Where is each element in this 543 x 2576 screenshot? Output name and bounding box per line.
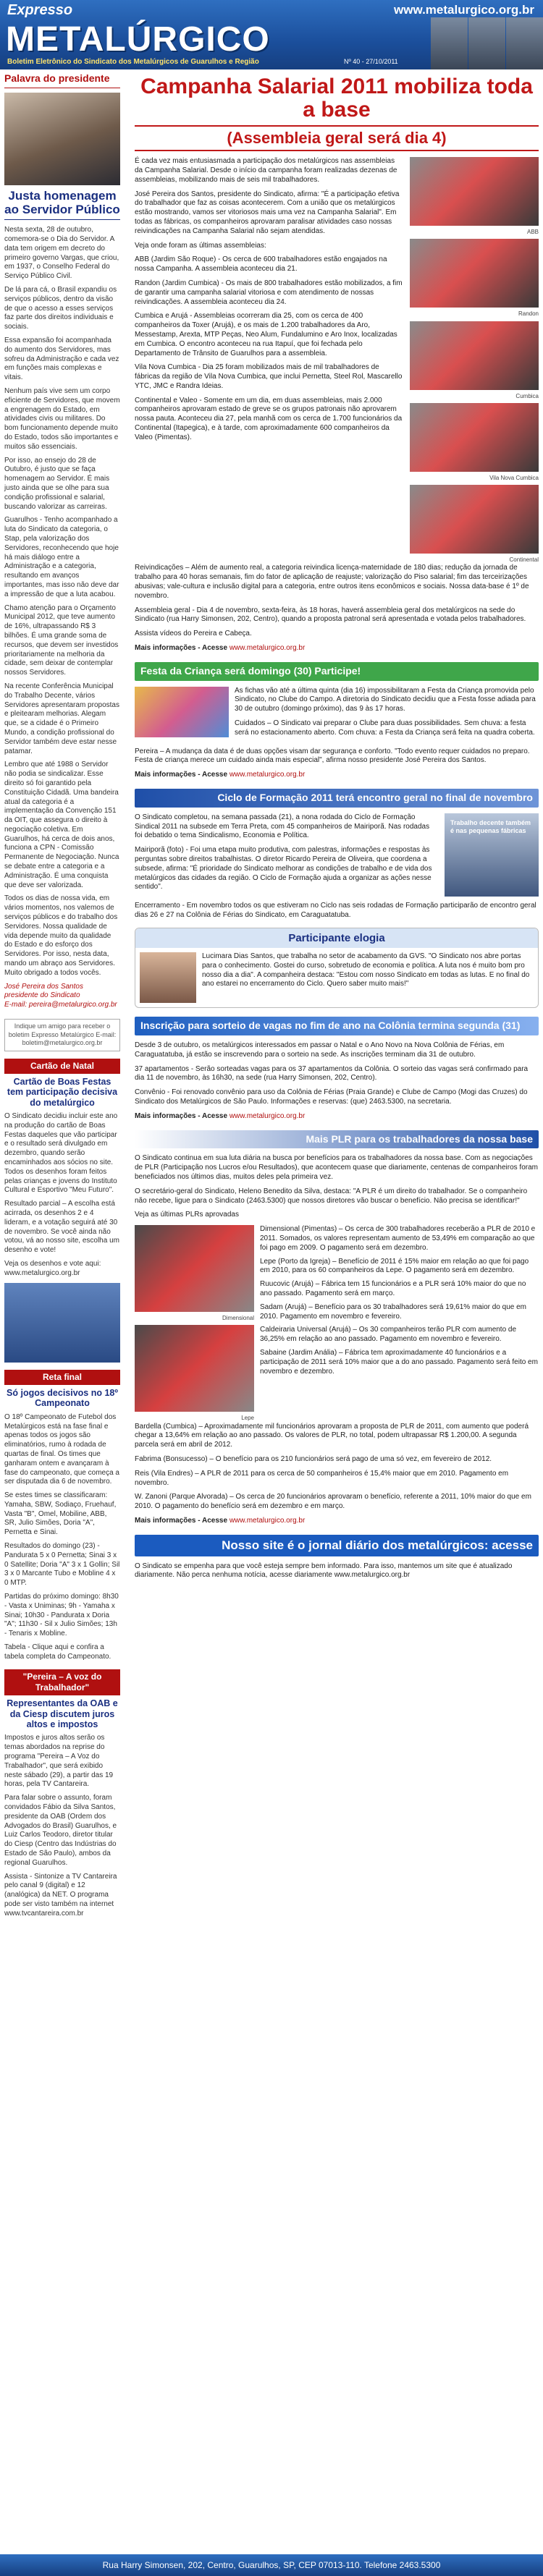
more-link[interactable]: www.metalurgico.org.br [229,1111,306,1120]
insc-p1: Desde 3 de outubro, os metalúrgicos interessados em passar o Natal e o Ano Novo na Nova Colônia de Férias, em Caraguatatuba, já estão se inscrevendo para o sorteio na sede. As inscrições terminam dia 31 de outubro. [135,1041,505,1059]
assista-videos[interactable]: Assista vídeos do Pereira e Cabeça. [135,630,252,638]
reivindicacoes: Reivindicações – Além de aumento real, a categoria reivindica licença-maternidade de 180 dias; redução da jornada de trabalho para 40 horas semanais, fim do fator de aplicação de reajuste; valorização do Piso salarial; fim das terceirizações abusivas; vale-cultura e inclusão digital para a categoria, entre outros itens econômicos e sociais. Nossa data-base é 1º de novembro. [135,564,529,600]
rf-table-link[interactable]: Tabela - Clique aqui e confira a tabela completa do Campeonato. [4,1643,111,1661]
plr-intro: O Sindicato continua em sua luta diária na busca por benefícios para os trabalhadores da nossa base. Com as negociações de PLR (Participação nos Lucros e/ou Resultados), que acontecem quase que diariamente, centenas de companheiros foram beneficiados nos últimos dias, muitos deles pela primeira vez. [135,1154,538,1182]
plr-item: Caldeiraria Universal (Arujá) – Os 30 companheiros terão PLR com aumento de 36,25% em relação ao ano passado. Pagamento em novembro e fevereiro. [260,1326,517,1344]
main-headline: Campanha Salarial 2011 mobiliza toda a base [140,75,533,122]
plr-item: W. Zanoni (Parque Alvorada) – Os cerca de 20 funcionários aprovaram o benefício, referente a 2011, 10% maior do que em 2010. O pagamento do benefício será em dezembro e em março. [135,1493,531,1511]
main-subheadline: (Assembleia geral será dia 4) [135,125,539,151]
caption: Cumbica [515,392,539,399]
paragraph: Na recente Conferência Municipal do Trabalho Decente, vários Servidores apresentaram propostas e pleitearam melhorias. Alegam que, se a cidade é o Primeiro Mundo, a condição profissional do Servidor também deve estar nesse patamar. [4,682,119,755]
paragraph: Nenhum país vive sem um corpo eficiente de Servidores, que movem a engrenagem do Estado, em atividades civis ou militares. Do bom funcionamento depende muito do Estado, todos são importantes e muitos são essenciais. [4,387,120,451]
paragraph: Guarulhos - Tenho acompanhado a luta do Sindicato da categoria, o Stap, pela valorização dos Servidores, reconhecendo que hoje há mais diálogo entre a Administração e a categoria, resultando em avanços importantes, mas isso não deve dar a impressão de que a luta acabou. [4,516,119,598]
paragraph: Nesta sexta, 28 de outubro, comemora-se o Dia do Servidor. A data tem origem em decreto do primeiro governo Vargas, que criou, em 1937, o Conselho Federal do Serviço Público Civil. [4,226,119,281]
indicate-box[interactable]: Indique um amigo para receber o boletim Expresso Metalúrgico E-mail: boletim@metalurgico.org.br [4,1019,120,1051]
participant-box [135,928,539,1008]
caption: Continental [509,556,539,564]
ciclo-banner: Ciclo de Formação 2011 terá encontro geral no final de novembro [135,789,539,808]
plr-item: Lepe (Porto da Igreja) – Benefício de 2011 é 15% maior em relação ao que foi pago em 2010, para os 60 companheiros da Lepe. O pagamento será em dezembro. [260,1257,529,1275]
card-text: O Sindicato decidiu incluir este ano na produção do cartão de Boas Festas daqueles que vão participar e o resultado será divulgado em dezembro, quando serão encaminhados aos sócios no site. Todos os desenhos foram feitos pelas crianças e jovens do Instituto Cultural e Esportivo "Meu Futuro". [4,1112,118,1195]
festa-p2: Cuidados – O Sindicato vai preparar o Clube para duas possibilidades. Sem chuva: a festa será no estacionamento aberto. Com chuva: a Festa da Criança será feita na quadra coberta. [235,719,535,737]
participant-text: Lucimara Dias Santos, que trabalha no setor de acabamento da GVS. "O Sindicato nos abre portas para o conhecimento. Gostei do curso, sobretudo de economia e política. A luta nos é muito bom pro nosso dia a dia". A companheira destaca: "Estou com nosso Sindicato em todas as lutas. E no final do ano estarei no encerramento do Ciclo. Quero saber muito mais!" [202,952,530,988]
expresso-label: Expresso [7,2,73,18]
paragraph: Chamo atenção para o Orçamento Municipal 2012, que teve aumento de 16%, ultrapassando R$ 3 bilhões. É uma grande soma de recursos, que devem ser investidos prioritariamente na melhoria da cidade, sem deixar de contemplar nossos Servidores. [4,603,119,677]
header-subtitle: Boletim Eletrônico do Sindicato dos Metalúrgicos de Guarulhos e Região [7,58,259,66]
assembleia: Assembleia geral - Dia 4 de novembro, sexta-feira, às 18 horas, haverá assembleia geral dos metalúrgicos na sede do Sindicato (rua Harry Simonsen, 202, Centro), quando a proposta patronal será apresentada e votada pelos trabalhadores. [135,606,526,624]
plr-item: Sadam (Arujá) – Benefício para os 30 trabalhadores será 19,61% maior do que em 2010. Pagamento em novembro e fevereiro. [260,1302,526,1321]
signature-email[interactable]: E-mail: pereira@metalurgico.org.br [4,1001,117,1009]
caption: ABB [526,229,539,236]
reta-final-title: Só jogos decisivos no 18º Campeonato [7,1387,118,1409]
ciclo-article [135,813,539,897]
logo: METALÚRGICO [6,20,270,59]
more-link[interactable]: www.metalurgico.org.br [229,1517,306,1525]
plr-photos [135,1225,254,1422]
reta-final-bar: Reta final [4,1370,120,1385]
participant-title: Participante elogia [135,928,538,948]
photo-randon [410,239,539,308]
paragraph: Veja onde foram as últimas assembleias: [135,241,266,250]
issue-number: Nº 40 - 27/10/2011 [344,58,398,65]
paragraph: Randon (Jardim Cumbica) - Os mais de 800 trabalhadores estão mobilizados, a fim de garantir uma campanha salarial vitoriosa e com atendimento de nossas reivindicações. A assembleia aconteceu dia 24. [135,279,403,306]
plr-item: Sabaine (Jardim Anália) – Fábrica tem aproximadamente 40 funcionários e a participação de 2011 será 10% maior que a do ano passado. Pagamento será feito em novembro e dezembro. [260,1348,538,1376]
more-label: Mais informações - Acesse [135,1111,228,1120]
left-column [0,72,125,1923]
rf-results: Resultados do domingo (23) - Pandurata 5 x 0 Pernetta; Sinai 3 x 0 Satellite; Doria "A" 3 x 1 Gollin; Sil 3 x 0 Marcante Tubo e Mobline 4 x 0 MTP. [4,1542,120,1588]
caption: Lepe [241,1415,254,1422]
paragraph: Continental e Valeo - Somente em um dia, em duas assembleias, mais 2.000 companheiros aprovaram estado de greve se os grupos patronais não aprovarem nossa pauta. Aconteceu dia 27, pela manhã com os cerca de 1.700 funcionários da Continental (Itapegica), e à tarde, com aproximadamente 600 companheiros da Valeo (Pimentas). [135,396,403,441]
more-link[interactable]: www.metalurgico.org.br [229,771,306,779]
signature [4,983,120,1010]
participant-photo [140,952,196,1003]
voz-text2: Para falar sobre o assunto, foram convidados Fábio da Silva Santos, presidente da OAB (Ordem dos Advogados do Brasil) Guarulhos, e Luiz Carlos Teodoro, diretor titular do Ciesp (Centro das Indústrias do Estado de São Paulo), ambos da regional Guarulhos. [4,1794,117,1867]
photo-dimensional [135,1225,254,1312]
plr-sec: O secretário-geral do Sindicato, Heleno Benedito da Silva, destaca: "A PLR é um direito do trabalhador. Se o companheiro não recebe, ligue para o Sindicato (2463.5300) que nossos diretores vão buscar o benefício. Não precisa se identificar!" [135,1187,528,1205]
section-title: Palavra do presidente [4,72,120,88]
paragraph: José Pereira dos Santos, presidente do Sindicato, afirma: "É a participação efetiva do trabalhador que faz as coisas acontecerem. Com a união que os metalúrgicos estão mostrando, vamos ser vitoriosos mais uma vez na Campanha Salarial". Em todas as fábricas, os companheiros aprovaram paralisar atividades caso nossas reivindicações na Campanha Salarial não sejam atendidas. [135,190,400,235]
more-info [135,771,539,780]
plr-item: Ruucovic (Arujá) – Fábrica tem 15 funcionários e a PLR será 10% maior do que no ano passado. Pagamento será em março. [260,1280,526,1297]
photo-lepe [135,1325,254,1412]
more-info [135,1517,539,1526]
rf-teams: Se estes times se classificaram: Yamaha, SBW, Sodiaço, Fruehauf, Vasta "B", Omel, Mobiline, ABB, SR, Julio Simões, Doria "A", Pernetta e Sinai. [4,1491,117,1537]
more-label: Mais informações - Acesse [135,643,228,652]
paragraph: ABB (Jardim São Roque) - Os cerca de 600 trabalhadores estão engajados na nossa Campanha. A assembleia aconteceu dia 21. [135,255,387,274]
paragraph: Por isso, ao ensejo do 28 de Outubro, é justo que se faça homenagem ao Servidor. É mais justo ainda que se olhe para sua condição profissional e salarial, buscando valorizar as carreiras. [4,456,110,511]
header [0,0,543,69]
card-bar: Cartão de Natal [4,1059,120,1074]
ciclo-photo: Trabalho decente também é nas pequenas fábricas [445,813,539,897]
caption: Randon [518,310,539,318]
card-link[interactable]: Veja os desenhos e vote aqui: www.metalurgico.org.br [4,1260,101,1277]
paragraph: De lá para cá, o Brasil expandiu os serviços públicos, dentro da visão de que o acesso a esses serviços faz parte dos direitos individuais e sociais. [4,286,117,331]
rf-next: Partidas do próximo domingo: 8h30 - Vasta x Uniminas; 9h - Yamaha x Sinai; 10h30 - Pandurata x Doria "A"; 11h30 - Sil x Julio Simões; 13h - Tenaris x Mobline. [4,1593,119,1638]
site-text: O Sindicato se empenha para que você esteja sempre bem informado. Para isso, mantemos um site que é atualizado diariamente. Não perca nenhuma notícia, acesse diariamente www.metalurgico.org.br [135,1562,513,1580]
insc-p3: Convênio - Foi renovado convênio para uso da Colônia de Férias (Praia Grande) e Clube de Campo (Mogi das Cruzes) do Sindicato dos Metalúrgicos de São Paulo. Informações e reservas: (que) 2463.5300, na secretaria. [135,1088,528,1106]
festa-banner: Festa da Criança será domingo (30) Participe! [135,662,539,681]
paragraph: Vila Nova Cumbica - Dia 25 foram mobilizados mais de mil trabalhadores de fábricas da região de Vila Nova Cumbica, que inclui Pernetta, Steel Rol, Mascarello YTC, JMC e Randra Ideias. [135,363,403,390]
voz-text: Impostos e juros altos serão os temas abordados na reprise do programa "Pereira – A Voz do Trabalhador", que será exibido neste sábado (29), a partir das 19 horas, pela TV Cantareira. [4,1734,114,1789]
photo-continental [410,485,539,554]
more-label: Mais informações - Acesse [135,771,228,779]
plr-list [135,1225,539,1422]
campaign-photos [410,157,539,564]
festa-p1: As fichas vão até a última quinta (dia 16) impossibilitaram a Festa da Criança promovida pelo Sindicato, no Clube do Campo. A diretoria do Sindicato decidiu que a Festa fosse adiada para 30 de outubro (domingo próximo), das 9 às 17 horas. [235,686,536,713]
plr-veja: Veja as últimas PLRs aprovadas [135,1211,239,1219]
signature-role: presidente do Sindicato [4,991,80,1000]
voz-title: Representantes da OAB e da Ciesp discutem juros altos e impostos [7,1698,118,1730]
paragraph: Todos os dias de nossa vida, em vários momentos, nos valemos de serviços públicos e do trabalho dos Servidores. Nossa qualidade de vida depende muito da qualidade do Estado e do esforço dos Servidores. Por isso, nesta data, mando um abraço aos Servidores. Muito obrigado a todos vocês. [4,894,118,977]
insc-p2: 37 apartamentos - Serão sorteadas vagas para os 37 apartamentos da Colônia. O sorteio das vagas será confirmado para dia 11 de novembro, às 16h30, na sede (rua Harry Simonsen, 202, Centro). [135,1064,529,1082]
paragraph: Essa expansão foi acompanhada do aumento dos Servidores, mas sofreu da Administração e cada vez em funções mais complexas e vitais. [4,336,119,382]
card-result: Resultado parcial – A escolha está acirrada, os desenhos 2 e 4 lideram, e a votação seguirá até 30 de novembro. Se você ainda não votou, vá ao nosso site, escolha um desenho e vote! [4,1200,119,1255]
festa-article [135,687,539,743]
ciclo-p2: Mairiporã (foto) - Foi uma etapa muito produtiva, com palestras, informações e respostas às perguntas sobre direitos trabalhistas. O diretor Ricardo Pereira de Oliveira, que coordena a subsede, afirma: "É prioridade do Sindicato melhorar as condições de trabalho e de vida dos metalúrgicos das cidades da região. O Ciclo de Formação ajuda a organizar as ações nesse sentido". [135,846,432,891]
festa-photo [135,687,229,737]
signature-name: José Pereira dos Santos [4,982,83,991]
main-column [135,72,539,1585]
inscricao-banner: Inscrição para sorteio de vagas no fim de ano na Colônia termina segunda (31) [135,1017,539,1035]
plr-item: Fabrima (Bonsucesso) – O benefício para os 210 funcionários será pago de uma só vez, em fevereiro de 2012. [135,1455,492,1464]
column-title: Justa homenagem ao Servidor Público [4,190,120,220]
rf-text: O 18º Campeonato de Futebol dos Metalúrgicos está na fase final e apenas todos os jogos são eliminatórios, rumo à rodada de quartas de final. Os times que ganharam ontem e avançaram à fase do campeonato, que começa a ser disputada dia 6 de novembro. [4,1412,119,1486]
paragraph: Lembro que até 1988 o Servidor não podia se sindicalizar. Esse direito só foi garantido pela Constituição Cidadã. Uma bandeira atual da categoria é a implementação da Convenção 151 da OIT, que assegura o direito à negociação coletiva. Em Guarulhos, há cerca de dois anos, funciona a CPN - Comissão Permanente de Negociação. Nunca se debate entre a categoria e a Administração. É uma conquista que deve ser valorizada. [4,760,119,889]
header-url-link[interactable]: www.metalurgico.org.br [394,3,534,17]
more-info [135,644,539,653]
campaign-article [135,157,539,564]
caption: Dimensional [222,1315,254,1322]
plr-item: Bardella (Cumbica) – Aproximadamente mil funcionários aprovaram a proposta de PLR de 2011, com aumento que poderá chegar a 13,64% em relação ao ano passado. Os valores de PLR, no total, podem ultrapassar R$ 1.200,00. A segunda parcela será em abril de 2012. [135,1422,529,1449]
card-title: Cartão de Boas Festas tem participação decisiva do metalúrgico [7,1076,118,1108]
caption: Vila Nova Cumbica [489,474,539,481]
footer: Rua Harry Simonsen, 202, Centro, Guarulhos, SP, CEP 07013-110. Telefone 2463.5300 [0,2554,543,2576]
plr-item: Reis (Vila Endres) – A PLR de 2011 para os cerca de 50 companheiros é 15,4% maior que em 2010. Pagamento em novembro. [135,1469,509,1487]
photo-abb [410,157,539,226]
paragraph: Cumbica e Arujá - Assembleias ocorreram dia 25, com os cerca de 400 companheiros da Toxer (Arujá), e os mais de 1.200 trabalhadores da Aro, Messestamp, Arexta, MTP Peças, Neo Alum, Fundalumino e Aro Inox, localizadas em Cumbica. O encontro aconteceu na rua Itapuí, que foi fechada pelo Departamento de Trânsito de Guarulhos para a assembleia. [135,312,397,357]
more-link[interactable]: www.metalurgico.org.br [229,643,306,652]
more-label: Mais informações - Acesse [135,1517,228,1525]
more-info [135,1112,539,1122]
voz-bar: "Pereira – A voz do Trabalhador" [4,1669,120,1696]
ciclo-p3: Encerramento - Em novembro todos os que estiveram no Ciclo nas seis rodadas de Formação participarão de encontro geral dias 26 e 27 na Colônia de Férias do Sindicato, em Caraguatatuba. [135,902,536,920]
ciclo-p1: O Sindicato completou, na semana passada (21), a nona rodada do Ciclo de Formação Sindical 2011 na subsede em Terra Preta, com 45 companheiros de Mairiporã. Nas rodadas foi debatido o tema Sindicalismo, Economia e Política. [135,813,430,840]
header-photos [431,17,543,69]
paragraph: É cada vez mais entusiasmada a participação dos metalúrgicos nas assembleias da Campanha Salarial. Desde o início da campanha foram realizadas dezenas de assembleias, mobilizando mais de seis mil trabalhadores. [135,157,397,184]
card-drawings[interactable] [4,1283,120,1363]
plr-item: Dimensional (Pimentas) – Os cerca de 300 trabalhadores receberão a PLR de 2010 e 2011. Somados, os valores representam aumento de 53,49% em comparação ao que foi pago em 2009. O pagamento será em dezembro. [260,1225,536,1252]
site-banner: Nosso site é o jornal diário dos metalúrgicos: acesse [135,1535,539,1556]
president-photo [4,93,120,185]
photo-vila-nova-cumbica [410,403,539,472]
photo-cumbica [410,321,539,390]
voz-assista: Assista - Sintonize a TV Cantareira pelo canal 9 (digital) e 12 (analógica) da NET. O programa pode ser visto também na internet www.tvcantareira.com.br [4,1872,117,1918]
festa-p3: Pereira – A mudança da data é de duas opções visam dar segurança e conforto. "Todo evento requer cuidados no preparo. Festa de criança merece um cuidado ainda mais especial", afirma nosso presidente José Pereira dos Santos. [135,747,530,765]
plr-banner: Mais PLR para os trabalhadores da nossa base [135,1130,539,1149]
